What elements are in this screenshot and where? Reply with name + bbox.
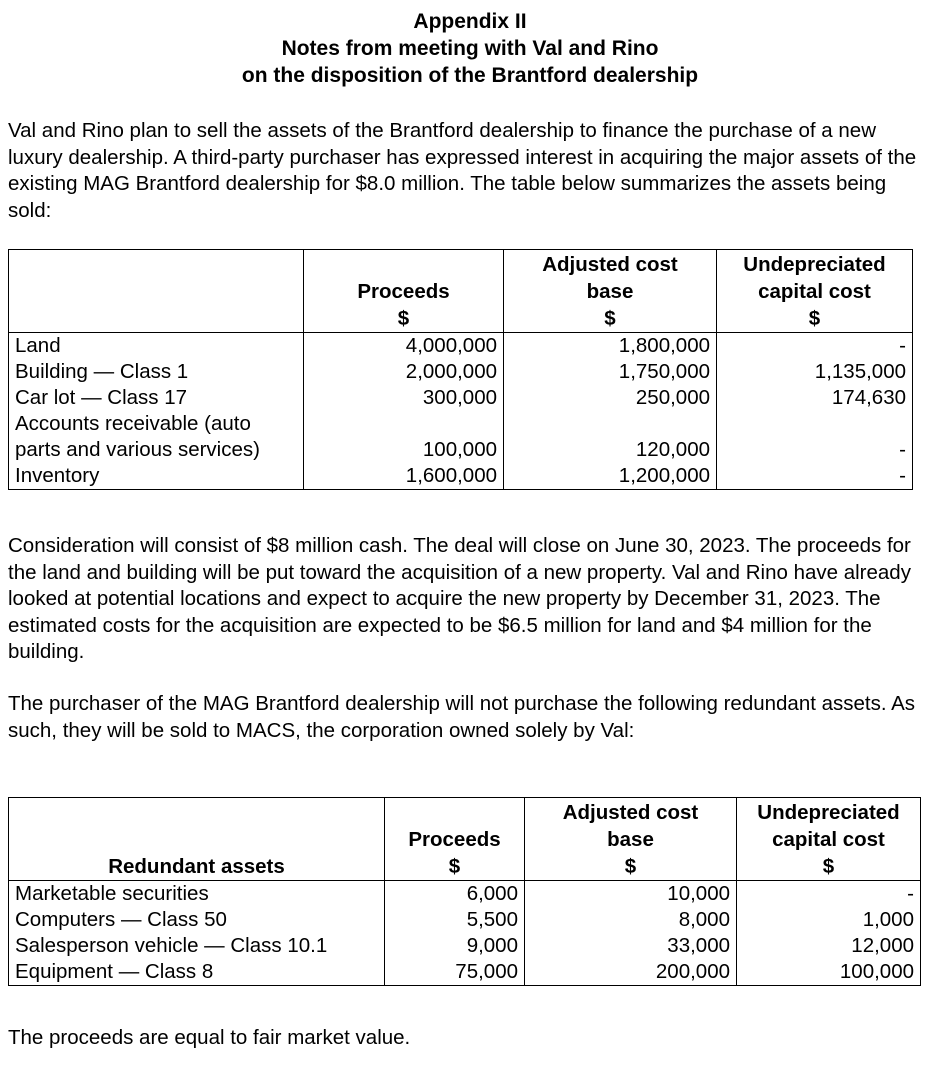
table-row [9, 881, 921, 908]
row-proceeds: 300,000 [304, 385, 504, 411]
table-header-row [9, 798, 921, 881]
row-label: Marketable securities [9, 881, 385, 908]
consideration-paragraph: Consideration will consist of $8 million cash. The deal will close on June 30, 2023. The proceeds for the land and building will be put toward the acquisition of a new property. Val and Rino have already looked at potential locations and expect to acquire the new property by December 31, 2023. The estimated costs for the acquisition are expected to be $6.5 million for land and $4 million for the building. [8, 534, 911, 663]
row-acb: 200,000 [525, 959, 737, 986]
row-label: Computers — Class 50 [9, 907, 385, 933]
row-label: Building — Class 1 [9, 359, 304, 385]
row-acb: 10,000 [525, 881, 737, 908]
row-ucc: 12,000 [737, 933, 921, 959]
title-line-1: Appendix II [413, 10, 527, 33]
row-acb: 33,000 [525, 933, 737, 959]
row-proceeds: 6,000 [385, 881, 525, 908]
ucc-header-line-1: Undepreciated [757, 801, 900, 824]
row-label: Inventory [9, 463, 304, 490]
redundant-assets-header: Redundant assets [9, 798, 385, 881]
row-ucc: 1,135,000 [717, 359, 913, 385]
assets-table [8, 249, 913, 490]
acb-header [525, 798, 737, 881]
proceeds-header-unit: $ [448, 855, 461, 878]
row-label: Equipment — Class 8 [9, 959, 385, 986]
row-ucc: - [717, 463, 913, 490]
row-label: Accounts receivable (auto parts and various services) [9, 411, 304, 463]
table-row [9, 411, 913, 463]
row-proceeds: 9,000 [385, 933, 525, 959]
footer-note: The proceeds are equal to fair market value. [8, 1026, 411, 1049]
row-acb: 120,000 [504, 411, 717, 463]
acb-header-unit: $ [604, 307, 616, 330]
acb-header-line-1: Adjusted cost [542, 253, 678, 276]
row-ucc: 174,630 [717, 385, 913, 411]
page-title [0, 8, 940, 89]
row-label: Land [9, 333, 304, 360]
intro-paragraph: Val and Rino plan to sell the assets of the Brantford dealership to finance the purchase of a new luxury dealership. A third-party purchaser has expressed interest in acquiring the major assets of the existing MAG Brantford dealership for $8.0 million. The table below summarizes the assets being sold: [8, 119, 917, 222]
table-row [9, 385, 913, 411]
row-ucc: 1,000 [737, 907, 921, 933]
row-ucc: - [737, 881, 921, 908]
proceeds-header [385, 798, 525, 881]
row-proceeds: 100,000 [304, 411, 504, 463]
table-row [9, 333, 913, 360]
proceeds-header-unit: $ [397, 307, 410, 330]
redundant-intro-paragraph: The purchaser of the MAG Brantford dealership will not purchase the following redundant assets. As such, they will be sold to MACS, the corporation owned solely by Val: [8, 692, 916, 742]
table-row [9, 933, 921, 959]
proceeds-header-label: Proceeds [408, 828, 501, 851]
table-row [9, 907, 921, 933]
ucc-header-line-2: capital cost [758, 280, 871, 303]
table-row [9, 463, 913, 490]
row-acb: 1,200,000 [504, 463, 717, 490]
redundant-assets-table [8, 797, 921, 986]
row-acb: 8,000 [525, 907, 737, 933]
acb-header-line-2: base [607, 828, 654, 851]
ucc-header-unit: $ [808, 307, 821, 330]
row-ucc: - [717, 411, 913, 463]
table-row [9, 959, 921, 986]
ucc-header [717, 250, 913, 333]
proceeds-header [304, 250, 504, 333]
ucc-header [737, 798, 921, 881]
ucc-header-line-1: Undepreciated [743, 253, 886, 276]
row-proceeds: 4,000,000 [304, 333, 504, 360]
row-acb: 1,750,000 [504, 359, 717, 385]
row-proceeds: 5,500 [385, 907, 525, 933]
title-line-3: on the disposition of the Brantford dealership [241, 64, 699, 87]
acb-header [504, 250, 717, 333]
row-proceeds: 75,000 [385, 959, 525, 986]
acb-header-line-2: base [586, 280, 634, 303]
row-label: Salesperson vehicle — Class 10.1 [9, 933, 385, 959]
ucc-header-unit: $ [822, 855, 835, 878]
row-proceeds: 2,000,000 [304, 359, 504, 385]
acb-header-line-1: Adjusted cost [562, 801, 699, 824]
table-header-row [9, 250, 913, 333]
row-proceeds: 1,600,000 [304, 463, 504, 490]
label-header [9, 250, 304, 333]
proceeds-header-label: Proceeds [357, 280, 450, 303]
acb-header-unit: $ [624, 855, 637, 878]
row-ucc: 100,000 [737, 959, 921, 986]
ucc-header-line-2: capital cost [772, 828, 885, 851]
row-acb: 250,000 [504, 385, 717, 411]
row-acb: 1,800,000 [504, 333, 717, 360]
title-line-2: Notes from meeting with Val and Rino [281, 37, 659, 60]
row-label: Car lot — Class 17 [9, 385, 304, 411]
row-ucc: - [717, 333, 913, 360]
table-row [9, 359, 913, 385]
